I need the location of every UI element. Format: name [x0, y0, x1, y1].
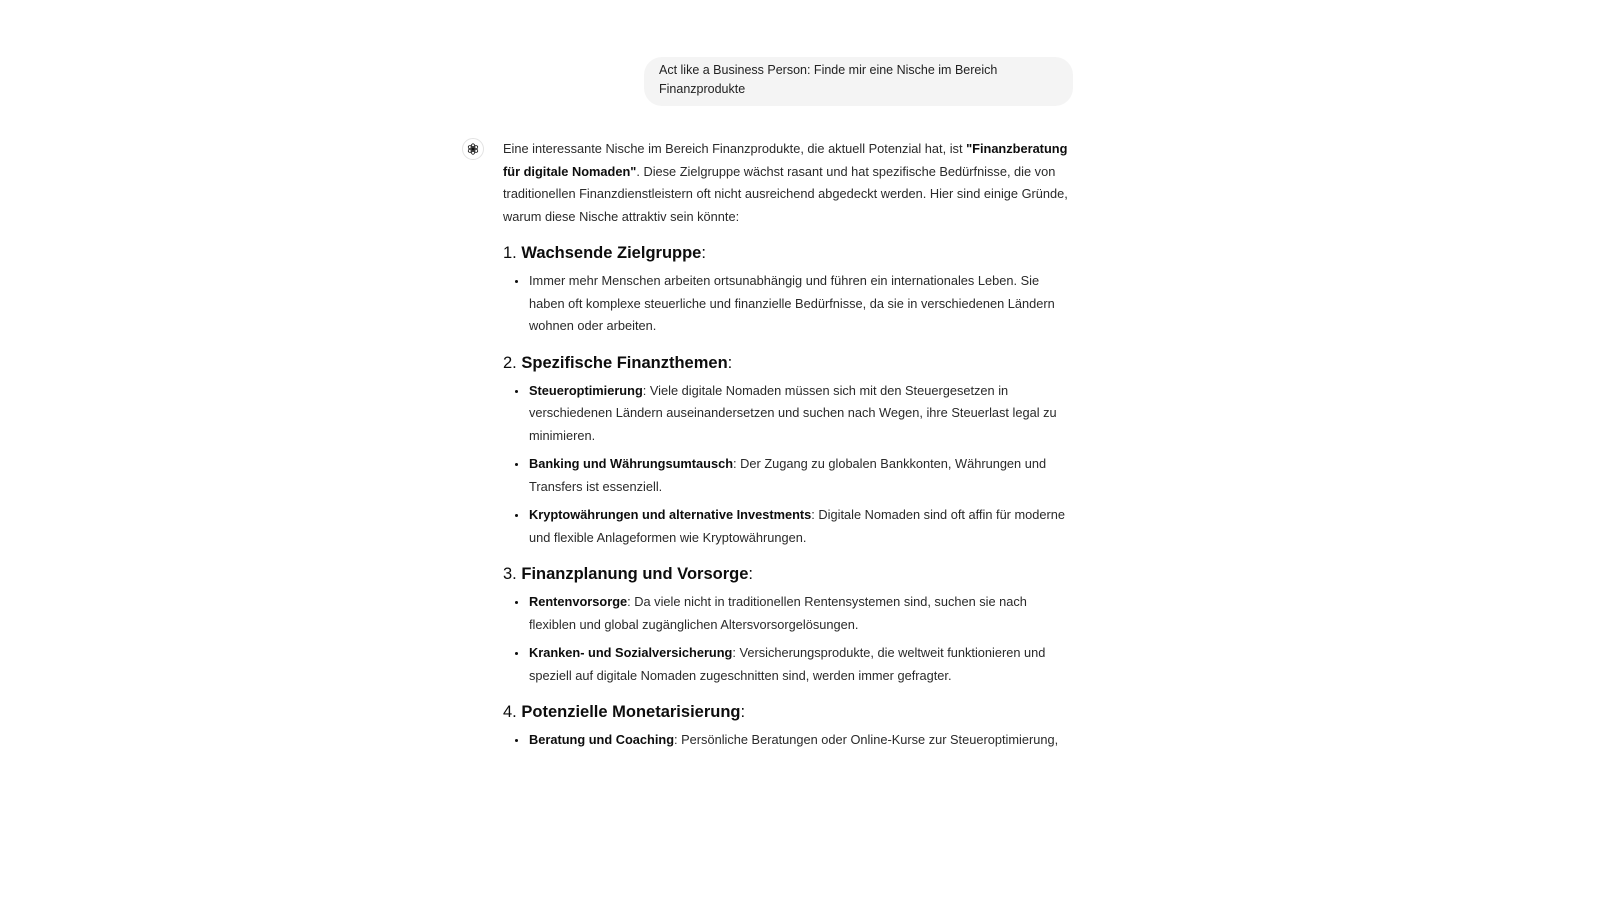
bullet-item — [528, 504, 1071, 549]
bullet-item-text: : Digitale Nomaden sind oft affin für moderne und flexible Anlageformen wie Kryptowährungen. — [529, 507, 1066, 545]
section-title-colon: : — [727, 353, 733, 372]
section-number: 3. — [503, 565, 517, 583]
section-bullet-list — [503, 591, 1071, 687]
section-heading — [503, 351, 1071, 375]
section-number: 4. — [503, 703, 517, 721]
assistant-message — [503, 138, 1071, 766]
section-number: 2. — [503, 353, 517, 372]
bullet-item-text: Immer mehr Menschen arbeiten ortsunabhängig und führen ein internationales Leben. Sie haben oft komplexe steuerliche und finanzielle Bedürfnisse, da sie in verschiedenen Ländern wohnen oder arbeiten. — [529, 273, 1055, 333]
intro-highlight: "Finanzberatung für digitale Nomaden" — [503, 141, 1068, 179]
user-message-bubble — [644, 57, 1073, 106]
section-heading — [503, 241, 1071, 265]
section-bullet-list — [503, 380, 1071, 550]
bullet-item — [528, 729, 1071, 752]
section-bullet-list — [503, 729, 1071, 752]
intro-text-after: . Diese Zielgruppe wächst rasant und hat spezifische Bedürfnisse, die von traditionellen Finanzdienstleistern oft nicht ausreichend abgedeckt werden. Hier sind einige Gründe, warum diese Nische attraktiv sein könnte: — [503, 163, 1068, 224]
bullet-item — [528, 380, 1071, 448]
section-title: Wachsende Zielgruppe — [521, 244, 702, 262]
bullet-item — [528, 270, 1071, 338]
bullet-item-text: : Versicherungsprodukte, die weltweit funktionieren und speziell auf digitale Nomaden zugeschnitten sind, werden immer gefragter. — [529, 645, 1046, 683]
bullet-item — [528, 453, 1071, 498]
section-heading — [503, 700, 1071, 724]
section-title-colon: : — [701, 244, 706, 262]
section-bullet-list — [503, 270, 1071, 338]
intro-paragraph — [503, 138, 1071, 228]
bullet-item-term: Rentenvorsorge — [529, 594, 628, 609]
section-heading — [503, 562, 1071, 586]
bullet-item — [528, 591, 1071, 636]
section-title: Finanzplanung und Vorsorge — [521, 565, 749, 583]
assistant-avatar — [462, 138, 484, 160]
section-title-colon: : — [740, 703, 746, 721]
openai-logo-icon — [466, 142, 480, 156]
intro-text-before: Eine interessante Nische im Bereich Finanzprodukte, die aktuell Potenzial hat, ist — [503, 141, 967, 156]
bullet-item-term: Kranken- und Sozialversicherung — [529, 645, 733, 660]
bullet-item — [528, 642, 1071, 687]
section-title: Spezifische Finanzthemen — [521, 353, 728, 372]
bullet-item-text: : Da viele nicht in traditionellen Rentensystemen sind, suchen sie nach flexiblen und global zugänglichen Altersvorsorgelösungen. — [529, 594, 1027, 632]
bullet-item-term: Banking und Währungsumtausch — [529, 456, 734, 471]
section-number: 1. — [503, 244, 517, 262]
bullet-item-text: : Viele digitale Nomaden müssen sich mit den Steuergesetzen in verschiedenen Ländern auseinandersetzen und suchen nach Wegen, ihre Steuerlast legal zu minimieren. — [529, 382, 1057, 443]
section-title: Potenzielle Monetarisierung — [521, 703, 741, 721]
bullet-item-text: : Der Zugang zu globalen Bankkonten, Währungen und Transfers ist essenziell. — [529, 456, 1047, 494]
section-title-colon: : — [748, 565, 753, 583]
bullet-item-term: Kryptowährungen und alternative Investments — [529, 507, 812, 522]
user-message-text: Act like a Business Person: Finde mir eine Nische im Bereich Finanzprodukte — [659, 63, 998, 96]
bullet-item-term: Beratung und Coaching — [529, 732, 675, 747]
bullet-item-text: : Persönliche Beratungen oder Online-Kurse zur Steueroptimierung, — [674, 732, 1059, 747]
answer-sections — [503, 241, 1071, 752]
bullet-item-term: Steueroptimierung — [529, 382, 643, 398]
